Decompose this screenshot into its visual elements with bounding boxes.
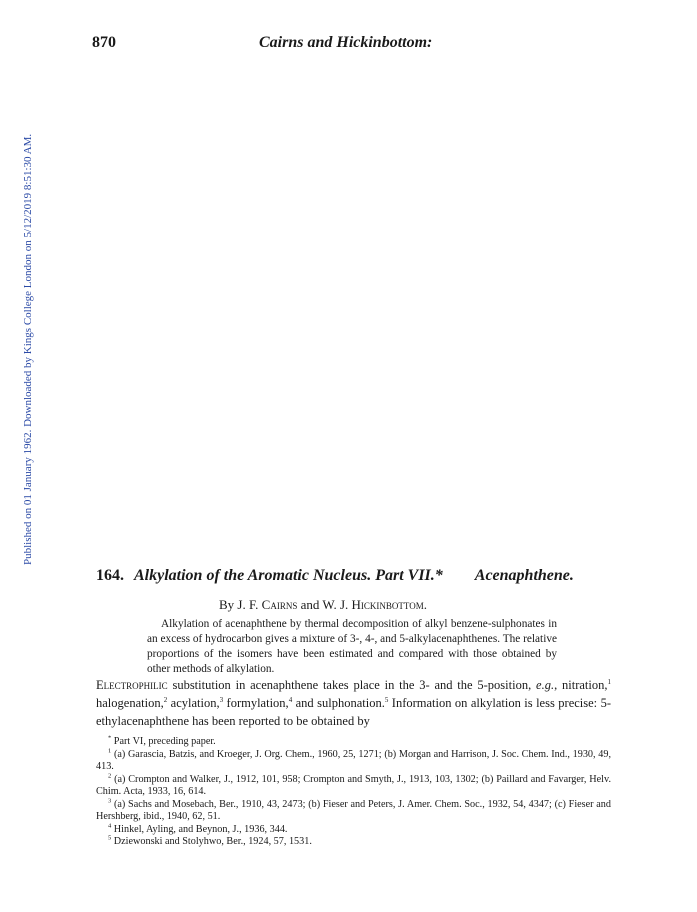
footnote-text: Hinkel, Ayling, and Beynon, J., 1936, 344. [111, 823, 288, 835]
footnote-mark: 3 [108, 797, 112, 805]
byline-and: and W. J. [300, 597, 349, 612]
ref-4: 4 [288, 695, 293, 704]
abstract-text: Alkylation of acenaphthene by thermal decomposition of alkyl benzene-sulphonates in an excess of hydrocarbon gives a mixture of 3-, 4-, and 5-alkylacenaphthenes. The relative proportions of the isomers have been estimated and compared with those obtained by other methods of alkylation. [147, 618, 557, 675]
ref-2: 2 [163, 695, 168, 704]
author-name-2: Hickinbottom. [351, 597, 428, 612]
body-text-5: formylation, [223, 696, 289, 710]
footnote [96, 749, 611, 774]
body-eg: e.g. [536, 678, 555, 692]
footnote [96, 836, 611, 849]
article-title-text: Alkylation of the Aromatic Nucleus. Part VII.* [134, 567, 443, 584]
footnote-mark: 5 [108, 834, 112, 842]
footnote-mark: * [108, 734, 112, 742]
running-head: Cairns and Hickinbottom: [259, 34, 433, 51]
article-subtitle: Acenaphthene. [474, 567, 574, 584]
article-number: 164. [96, 567, 124, 584]
ref-5: 5 [384, 695, 389, 704]
body-text-2: , nitration, [554, 678, 608, 692]
body-paragraph [96, 676, 611, 730]
footnote [96, 824, 611, 837]
body-text-6: and sulphonation. [292, 696, 385, 710]
footnote [96, 774, 611, 799]
footnote-text: (a) Sachs and Mosebach, Ber., 1910, 43, 2473; (b) Fieser and Peters, J. Amer. Chem. Soc., 1932, 54, 4347; (c) Fieser and Hershberg, ibid., 1940, 62, 51. [96, 798, 611, 822]
body-text-1: substitution in acenaphthene takes place in the 3- and the 5-position, [167, 678, 537, 692]
body-text-3: halogenation, [96, 696, 164, 710]
download-watermark: Published on 01 January 1962. Downloaded by Kings College London on 5/12/2019 8:51:30 AM. [22, 133, 34, 565]
footnote [96, 736, 611, 749]
ref-3: 3 [219, 695, 224, 704]
byline-by: By J. F. [219, 597, 259, 612]
body-lead-word: Electrophilic [96, 678, 168, 692]
footnote-text: (a) Garascia, Batzis, and Kroeger, J. Org. Chem., 1960, 25, 1271; (b) Morgan and Harrison, J. Soc. Chem. Ind., 1930, 49, 413. [96, 748, 611, 772]
footnote-text: Part VI, preceding paper. [111, 736, 216, 747]
footnote-mark: 4 [108, 822, 112, 830]
footnote-mark: 1 [108, 747, 112, 755]
body-text-4: acylation, [167, 696, 220, 710]
footnotes [96, 736, 611, 849]
author-name-1: Cairns [261, 597, 298, 612]
footnote-mark: 2 [108, 772, 112, 780]
body-text-7: Information on alkylation is less precise: 5-ethylacenaphthene has been reported to be obtained by [96, 696, 612, 728]
article-title [96, 567, 574, 585]
footnote [96, 799, 611, 824]
page-number: 870 [92, 34, 116, 51]
footnote-text: (a) Crompton and Walker, J., 1912, 101, 958; Crompton and Smyth, J., 1913, 103, 1302; (b) Paillard and Favarger, Helv. Chim. Acta, 1933, 16, 614. [96, 773, 611, 797]
byline [219, 597, 427, 613]
ref-1: 1 [607, 677, 611, 686]
abstract [147, 617, 557, 677]
footnote-text: Dziewonski and Stolyhwo, Ber., 1924, 57, 1531. [111, 836, 312, 847]
